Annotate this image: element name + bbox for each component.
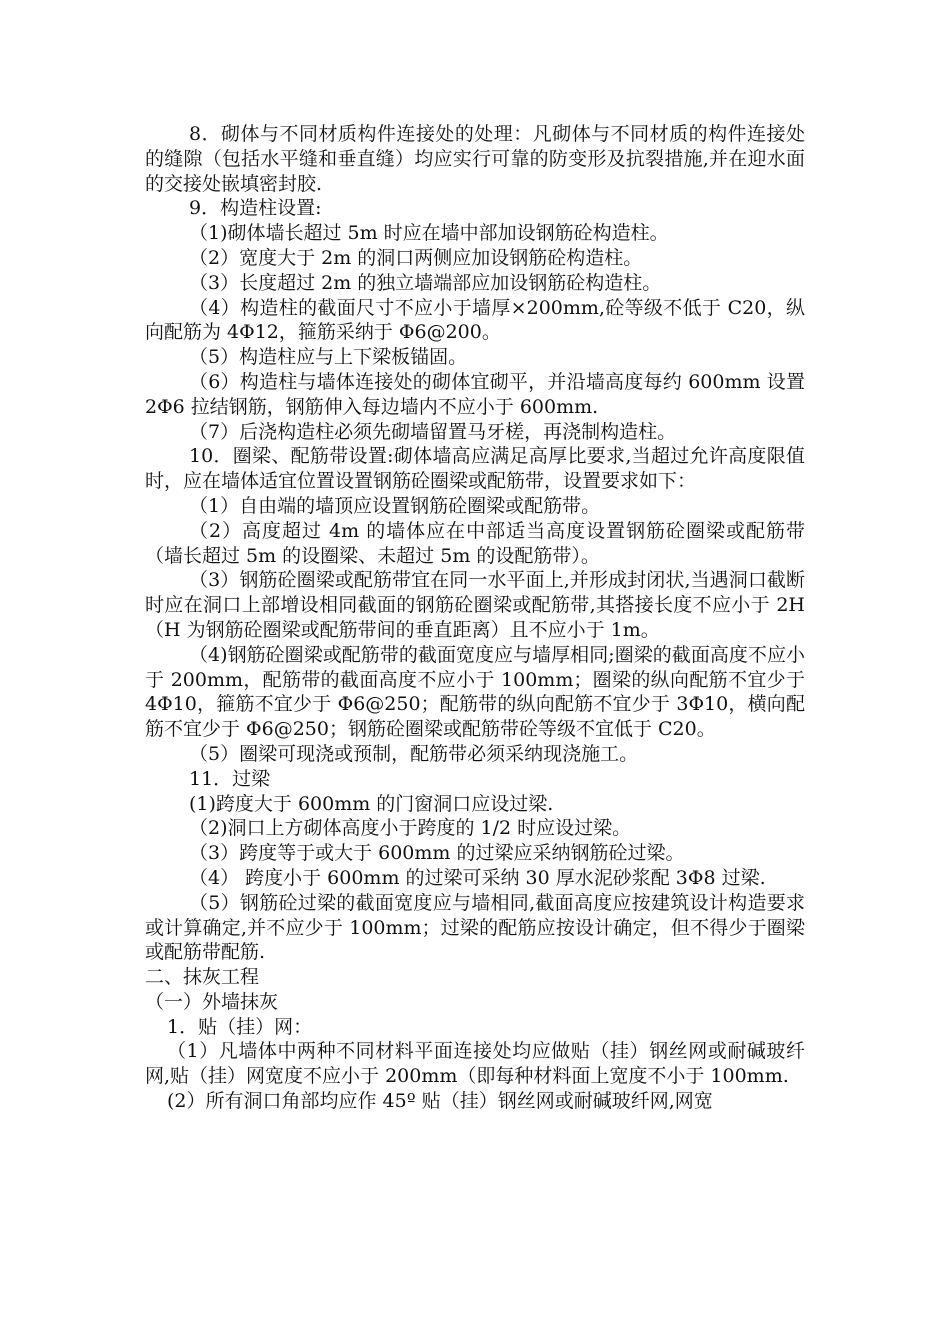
paragraph: （1)砌体墙长超过 5m 时应在墙中部加设钢筋砼构造柱。 bbox=[189, 222, 669, 245]
paragraph: 二、抹灰工程 bbox=[145, 966, 260, 989]
paragraph: （3）长度超过 2m 的独立墙端部应加设钢筋砼构造柱。 bbox=[189, 271, 662, 294]
paragraph: （2)洞口上方砌体高度小于跨度的 1/2 时应设过梁。 bbox=[189, 817, 632, 840]
paragraph: （6）构造柱与墙体连接处的砌体宜砌平，并沿墙高度每约 600mm 设置 2Φ6 拉结钢筋，钢筋伸入每边墙内不应小于 600mm. bbox=[145, 370, 805, 418]
paragraph: （1）自由端的墙顶应设置钢筋砼圈梁或配筋带。 bbox=[189, 494, 601, 517]
paragraph: （3）跨度等于或大于 600mm 的过梁应采纳钢筋砼过梁。 bbox=[189, 842, 685, 865]
paragraph: （2）宽度大于 2m 的洞口两侧应加设钢筋砼构造柱。 bbox=[189, 246, 643, 269]
paragraph: (2）所有洞口角部均应作 45º 贴（挂）钢丝网或耐碱玻纤网,网宽 bbox=[167, 1090, 713, 1113]
paragraph: （5）钢筋砼过梁的截面宽度应与墙相同,截面高度应按建筑设计构造要求或计算确定,并不应少于 100mm；过梁的配筋应按设计确定，但不得少于圈梁或配筋带配筋. bbox=[145, 891, 805, 964]
paragraph: 1．贴（挂）网： bbox=[167, 1015, 313, 1038]
paragraph: （7）后浇构造柱必须先砌墙留置马牙槎，再浇制构造柱。 bbox=[189, 420, 677, 443]
paragraph: 8．砌体与不同材质构件连接处的处理：凡砌体与不同材质的构件连接处的缝隙（包括水平缝和垂直缝）均应实行可靠的防变形及抗裂措施,并在迎水面的交接处嵌填密封胶. bbox=[145, 123, 805, 195]
paragraph: （一）外墙抹灰 bbox=[145, 990, 279, 1013]
paragraph: (1)跨度大于 600mm 的门窗洞口应设过梁. bbox=[189, 792, 554, 815]
paragraph: （1）凡墙体中两种不同材料平面连接处均应做贴（挂）钢丝网或耐碱玻纤网,贴（挂）网宽度不应小于 200mm（即每种材料面上宽度不小于 100mm. bbox=[145, 1040, 805, 1088]
paragraph: （2）高度超过 4m 的墙体应在中部适当高度设置钢筋砼圈梁或配筋带（墙长超过 5m 的设圈梁、未超过 5m 的设配筋带）。 bbox=[145, 519, 805, 567]
paragraph: （4)钢筋砼圈梁或配筋带的截面宽度应与墙厚相同;圈梁的截面高度不应小于 200mm，配筋带的截面高度不应小于 100mm；圈梁的纵向配筋不宜少于 4Φ10，箍筋不宜少于 Φ6@250；配筋带的纵向配筋不宜少于 3Φ10，横向配筋不宜少于 Φ6@250；钢筋砼圈梁或配筋带砼等级不宜低于 C20。 bbox=[145, 643, 805, 741]
paragraph: （4）构造柱的截面尺寸不应小于墙厚×200mm,砼等级不低于 C20，纵向配筋为 4Φ12，箍筋采纳于 Φ6@200。 bbox=[145, 296, 805, 344]
paragraph: 11．过梁 bbox=[189, 767, 271, 790]
paragraph: （5）圈梁可现浇或预制，配筋带必须采纳现浇施工。 bbox=[189, 742, 639, 765]
document-body bbox=[145, 122, 805, 1114]
paragraph: 9．构造柱设置: bbox=[189, 197, 322, 220]
paragraph: （3）钢筋砼圈梁或配筋带宜在同一水平面上,并形成封闭状,当遇洞口截断时应在洞口上部增设相同截面的钢筋砼圈梁或配筋带,其搭接长度不应小于 2H（H 为钢筋砼圈梁或配筋带间的垂直距离）且不应小于 1m。 bbox=[145, 569, 805, 641]
paragraph: （4） 跨度小于 600mm 的过梁可采纳 30 厚水泥砂浆配 3Φ8 过梁. bbox=[189, 866, 766, 889]
paragraph: （5）构造柱应与上下梁板锚固。 bbox=[189, 346, 468, 369]
paragraph: 10．圈梁、配筋带设置:砌体墙高应满足高厚比要求,当超过允许高度限值时，应在墙体适宜位置设置钢筋砼圈梁或配筋带，设置要求如下： bbox=[145, 445, 805, 493]
